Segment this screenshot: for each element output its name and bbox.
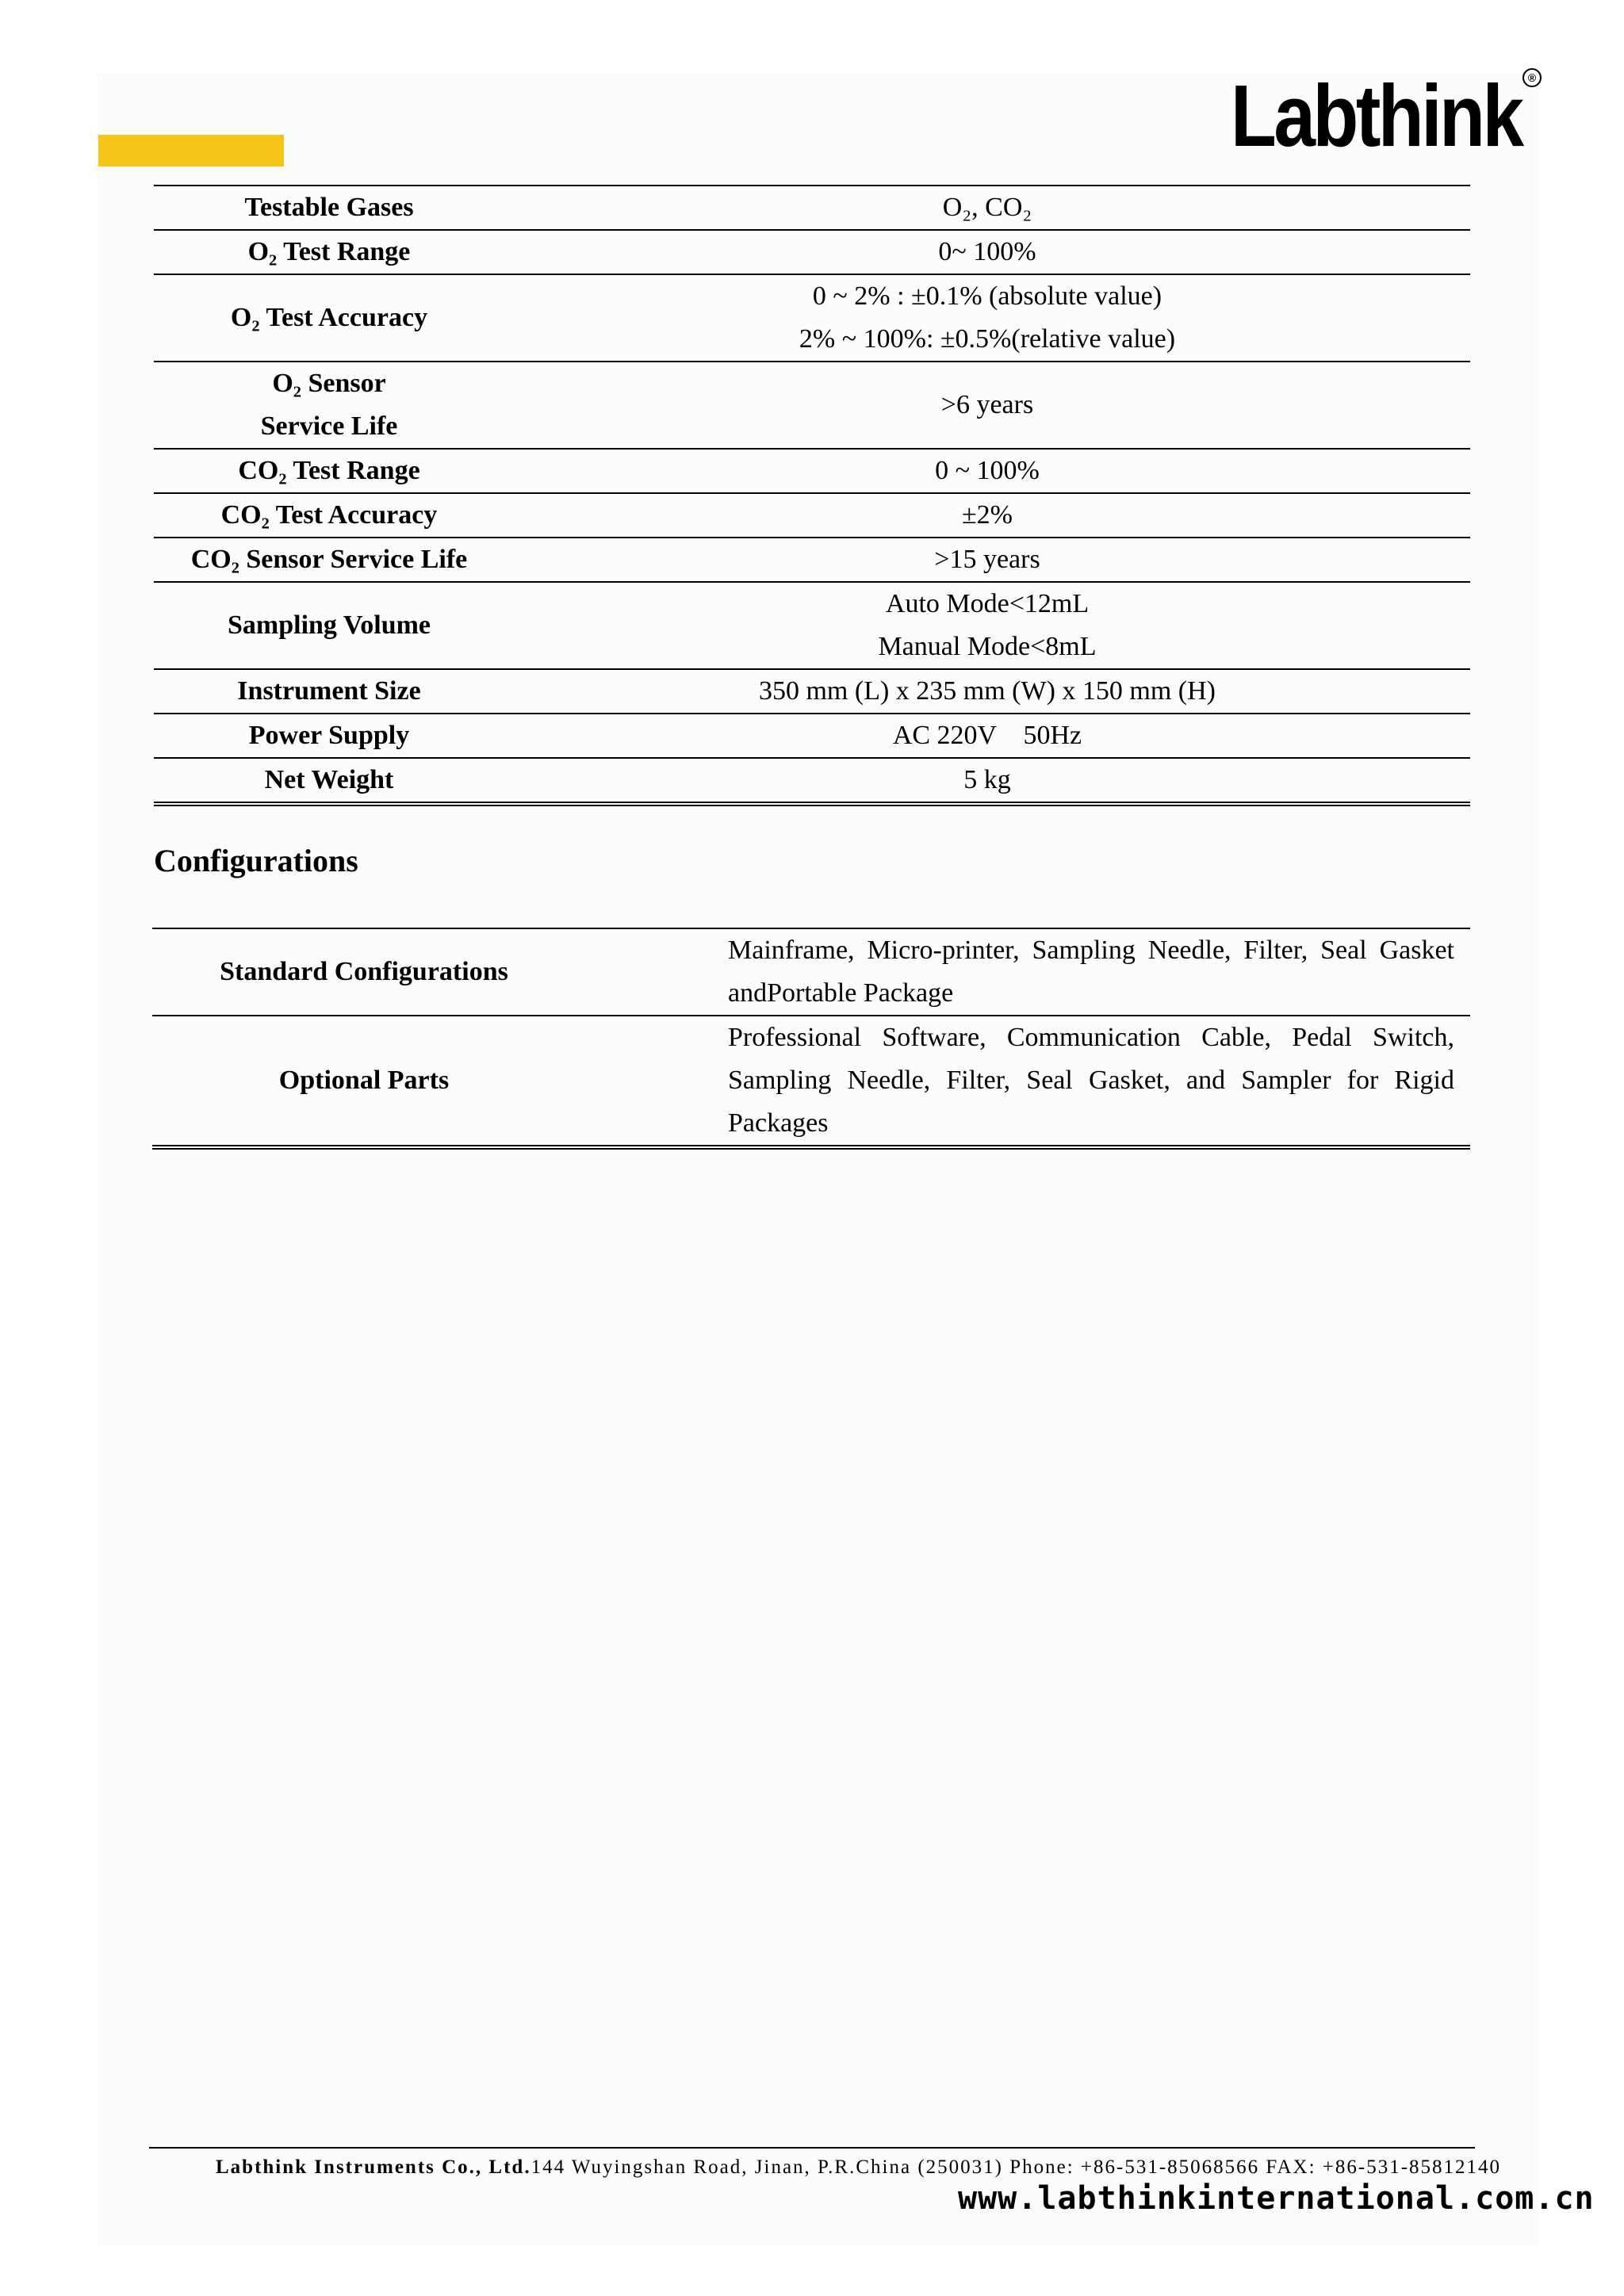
spec-value <box>504 274 1470 362</box>
spec-label: CO₂ Test Range <box>154 449 504 493</box>
spec-label <box>154 362 504 449</box>
table-row <box>154 758 1470 804</box>
spec-value: ±2% <box>504 493 1470 538</box>
spec-label: Instrument Size <box>154 669 504 714</box>
configurations-table <box>152 928 1470 1150</box>
table-row <box>154 669 1470 714</box>
table-row <box>154 714 1470 758</box>
header-accent-bar <box>98 135 284 166</box>
table-row <box>154 230 1470 274</box>
spec-value <box>504 582 1470 669</box>
footer-address-text: 144 Wuyingshan Road, Jinan, P.R.China (250031) Phone: +86-531-85068566 FAX: +86-531-85812140 <box>530 2156 1502 2178</box>
spec-value: O₂, CO₂ <box>504 186 1470 230</box>
footer-address <box>216 2156 1501 2179</box>
config-value <box>576 928 1470 1016</box>
spec-value: AC 220V 50Hz <box>504 714 1470 758</box>
config-value <box>576 1016 1470 1147</box>
table-row <box>154 538 1470 582</box>
spec-value-line: 2% ~ 100%: ±0.5%(relative value) <box>799 324 1176 354</box>
section-title: Configurations <box>154 843 358 878</box>
table-row <box>154 449 1470 493</box>
spec-value: 0~ 100% <box>504 230 1470 274</box>
labthink-logo: Labthink <box>1231 67 1522 165</box>
spec-label: Power Supply <box>154 714 504 758</box>
spec-value: >15 years <box>504 538 1470 582</box>
footer-company: Labthink Instruments Co., Ltd. <box>216 2156 531 2178</box>
footer-divider <box>149 2147 1475 2149</box>
spec-value: 0 ~ 100% <box>504 449 1470 493</box>
table-row <box>154 186 1470 230</box>
spec-value-line: 0 ~ 2% : ±0.1% (absolute value) <box>812 281 1162 311</box>
table-row <box>152 928 1470 1016</box>
spec-value-line: Auto Mode<12mL <box>885 589 1090 618</box>
specifications-table <box>154 185 1470 806</box>
table-row <box>154 274 1470 362</box>
table-row <box>154 493 1470 538</box>
spec-value: 5 kg <box>504 758 1470 804</box>
table-row <box>154 582 1470 669</box>
config-value-text: Mainframe, Micro-printer, Sampling Needle, Filter, Seal Gasket andPortable Package <box>728 936 1454 1008</box>
spec-label-line: O₂ Sensor <box>272 369 386 398</box>
spec-value-line: Manual Mode<8mL <box>878 632 1097 661</box>
spec-label-line: Service Life <box>260 411 398 441</box>
spec-value: >6 years <box>504 362 1470 449</box>
config-value-text: Professional Software, Communication Cable, Pedal Switch, Sampling Needle, Filter, Seal Gasket, and Sampler for Rigid Packages <box>728 1023 1454 1138</box>
spec-value: 350 mm (L) x 235 mm (W) x 150 mm (H) <box>504 669 1470 714</box>
footer-website: www.labthinkinternational.com.cn <box>958 2180 1595 2217</box>
config-label: Optional Parts <box>152 1016 576 1147</box>
spec-label: Testable Gases <box>154 186 504 230</box>
table-row <box>152 1016 1470 1147</box>
spec-label: Net Weight <box>154 758 504 804</box>
registered-mark: ® <box>1522 68 1542 87</box>
spec-label: CO₂ Test Accuracy <box>154 493 504 538</box>
spec-label: O₂ Test Accuracy <box>154 274 504 362</box>
table-row <box>154 362 1470 449</box>
spec-label: O₂ Test Range <box>154 230 504 274</box>
config-label: Standard Configurations <box>152 928 576 1016</box>
spec-label: Sampling Volume <box>154 582 504 669</box>
spec-label: CO₂ Sensor Service Life <box>154 538 504 582</box>
